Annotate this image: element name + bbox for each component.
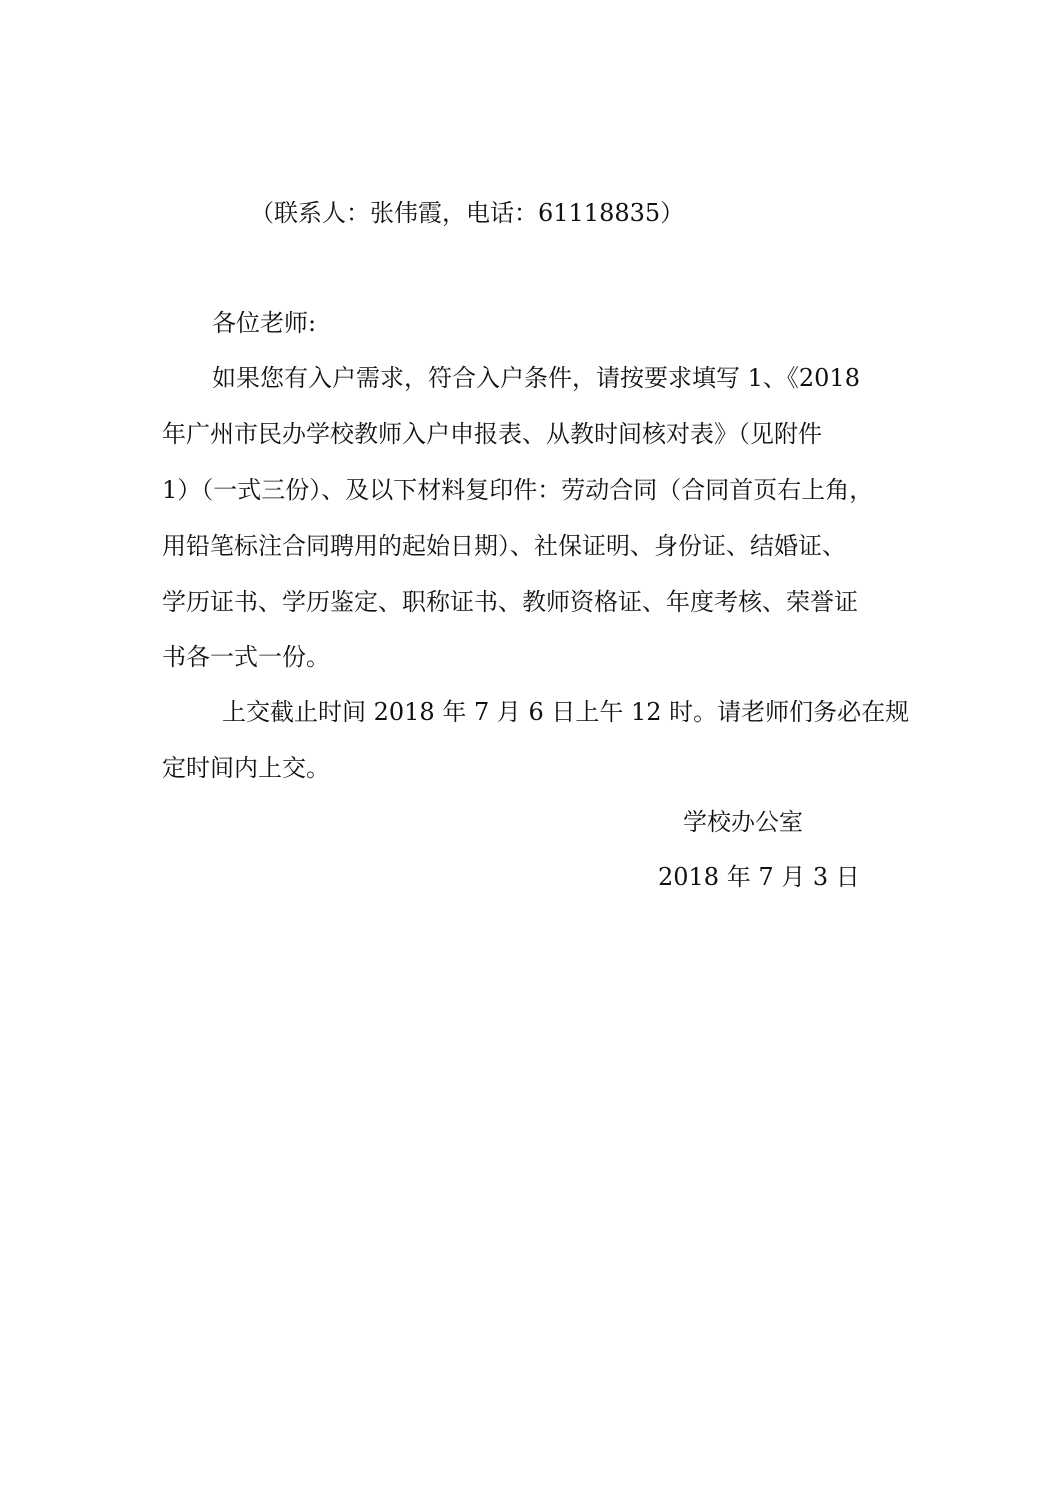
contact-line: （联系人：张伟霞，电话：61118835） (250, 199, 685, 227)
paragraph-line: 如果您有入户需求，符合入户条件，请按要求填写 1、《2018 (212, 364, 860, 392)
paragraph-line: 书各一式一份。 (162, 643, 330, 671)
paragraph-line: 上交截止时间 2018 年 7 月 6 日上午 12 时。请老师们务必在规 (222, 698, 910, 726)
greeting: 各位老师: (212, 309, 317, 337)
paragraph-line: 用铅笔标注合同聘用的起始日期）、社保证明、身份证、结婚证、 (162, 532, 846, 560)
signature-office: 学校办公室 (683, 808, 803, 836)
paragraph-line: 定时间内上交。 (162, 754, 330, 782)
signature-date: 2018 年 7 月 3 日 (658, 863, 860, 891)
paragraph-line: 1）（一式三份）、及以下材料复印件：劳动合同（合同首页右上角， (162, 476, 874, 504)
paragraph-line: 年广州市民办学校教师入户申报表、从教时间核对表》（见附件 (162, 420, 822, 448)
paragraph-line: 学历证书、学历鉴定、职称证书、教师资格证、年度考核、荣誉证 (162, 588, 858, 616)
